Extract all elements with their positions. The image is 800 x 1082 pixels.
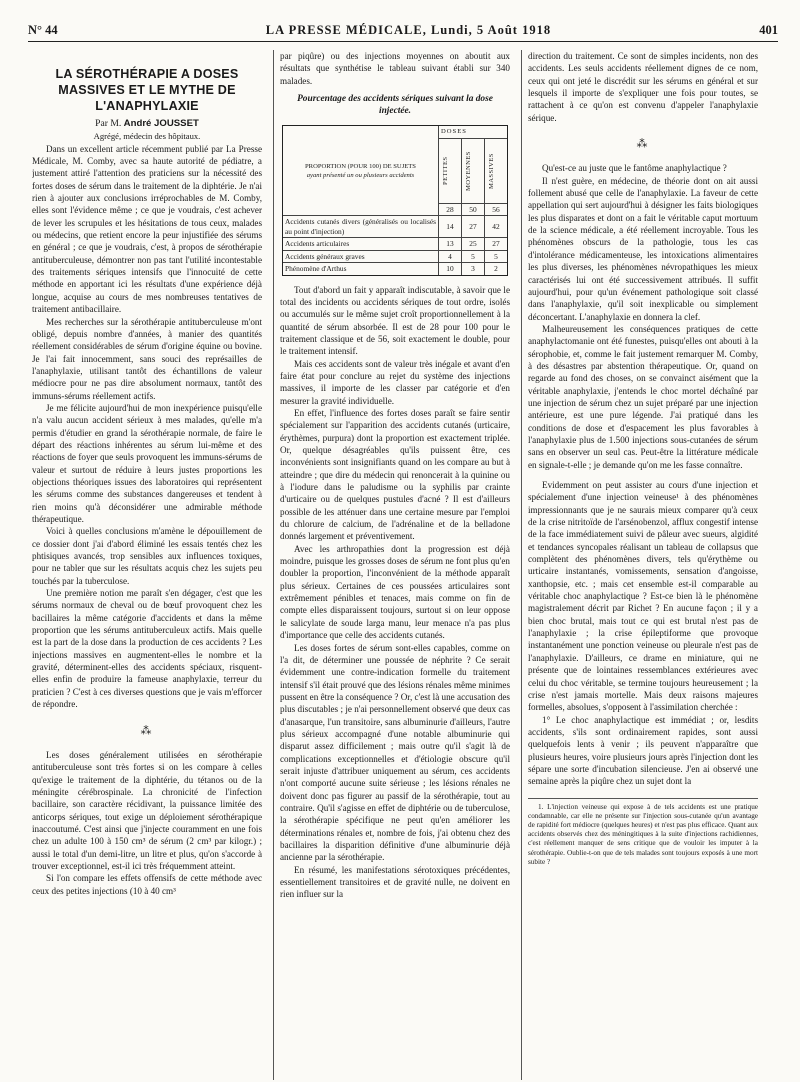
footnote-text: 1. L'injection veineuse qui expose à de tels accidents est une pratique condamnable, car elle ne présente sur l'injection sous-cutanée qu'un avantage de rapidité fort médiocre (quelques heures) et n'est pas plus efficace. Quant aux accidents observés chez des méningitiques à la suite d'injections rachidiennes, c'est réellement manquer de sens critique que de vouloir les imputer à la sérothérapie. Oublie-t-on que de tels malades sont toujours exposés à une mort subite ? [528,802,758,866]
row-header-line2: ayant présenté un ou plusieurs accidents [306,171,415,179]
table-cell: 27 [462,216,485,238]
table-row [283,216,508,238]
total-cell: 50 [462,203,485,216]
row-label: Accidents généraux graves [283,250,439,263]
paragraph: Il n'est guère, en médecine, de théorie dont on ait aussi follement abusé que celle de l'anaphylaxie. La faveur de cette appellation qui sert aujourd'hui à désigner les faits biologiques les plus disparates et dont on a fait le véritable caput mortuum de la science médicale, a été réellement incroyable. Tous les phénomènes obscurs de la pathologie, tous les cas d'intolérance médicamenteuse, les intoxications alimentaires les plus diverses, les phénomènes névropathiques les mieux caractérisés lui ont été successivement attribués. Il suffit aujourd'hui, pour qu'un événement pathologique soit classé dans l'anaphylaxie, qu'il soit inexplicable ou simplement déconcertant. L'anaphylaxie en donnera la clef. [528,175,758,322]
running-header [28,14,778,42]
table-row [283,238,508,251]
paragraph: En effet, l'influence des fortes doses paraît se faire sentir spécialement sur l'apparition des accidents cutanés (urticaire, érythèmes, purpura) dont la proportion est exactement triplée. Or, quelque désagréables qu'ils puissent être, ces inconvénients sont insignifiants quand on les compare au but à atteindre ; que dire du médecin qui renoncerait à la quinine ou à l'iodure dans le paludisme ou la syphilis par crainte d'urticaire ou de quelques pustules d'acné ? Il est d'ailleurs possible de les atténuer dans une certaine mesure par l'emploi du chlorure de calcium, de l'adrénaline et de la belladone donnés largement et préventivement. [280,407,510,542]
table-row [283,263,508,276]
table-cell: 10 [439,263,462,276]
page-number: 401 [759,23,778,37]
paragraph: Les doses généralement utilisées en sérothérapie antituberculeuse sont très fortes si on les compare à celles qu'exige le traitement de la diphtérie, du tétanos ou de la méningite cérébrospinale. La chronicité de l'infection bacillaire, son caractère récidivant, la puissance limitée des anticorps sériques, tout exige un déploiement sérothérapique inaccoutumé. C'est ainsi que j'injecte couramment en une fois chez un adulte 100 à 150 cm³ de sérum (2 cm³ par kilogr.) ; aussi le total d'un demi-litre, un litre et plus, qu'on s'accorde à trouver exceptionnel, est-il ici très fréquemment atteint. [32,749,262,871]
paragraph: Malheureusement les conséquences pratiques de cette anaphylactomanie ont été funestes, puisqu'elles ont abouti à la sérophobie, et, comme le fait justement remarquer M. Comby, à des désastres par abstention thérapeutique. Or, quand on regarde au fond des choses, on se convainct aisément que la véritable anaphylaxie, j'entends le choc mortel déchaîné par une injection de sérum chez un sujet préparé par une injection antérieure, est une pure légende. J'ai pratiqué dans les conditions de dose et d'espacement les plus favorables à l'anaphylaxie plus de 1.500 injections sous-cutanées de sérum sans en observer un seul cas. Peut-être la littérature médicale en signale-t-elle ; je demande qu'on me les fasse connaître. [528,323,758,470]
column-2 [280,50,510,1080]
table-cell: 5 [485,250,508,263]
row-label: Accidents cutanés divers (généralisés ou localisés au point d'injection) [283,216,439,238]
paragraph: Tout d'abord un fait y apparaît indiscutable, à savoir que le total des incidents ou accidents sériques de tout ordre, isolés ou accumulés sur le même sujet croît proportionnellement à la quantité de sérum absorbée. Il est de 28 pour 100 pour le traitement classique et de 56, soit exactement le double, pour le traitement intensif. [280,284,510,357]
row-label: Accidents articulaires [283,238,439,251]
table-cell: 3 [462,263,485,276]
section-separator: ⁂ [636,138,650,151]
row-label: Phénomène d'Arthus [283,263,439,276]
paragraph: Qu'est-ce au juste que le fantôme anaphylactique ? [542,163,727,174]
paragraph: Les doses fortes de sérum sont-elles capables, comme on l'a dit, de déterminer une poussée de néphrite ? Ce serait évidemment une contre-indication formelle du traitement intensif s'il était prouvé que des lésions rénales même minimes pussent en être la conséquence ? Or, c'est là une accusation des plus discutables ; je n'ai personnellement observé que deux cas d'anasarque, l'un transitoire, sans albuminurie d'ailleurs, l'autre plus sérieux accompagné d'une notable albuminurie qui disparut assez difficilement ; mais outre qu'il s'agit là de complications exceptionnelles et d'étiologie obscure qu'il serait injuste d'attribuer uniquement au sérum, ces accidents n'ont comporté aucune suite sérieuse ; les lésions rénales ne doivent donc pas figurer au passif de la sérothérapie, tout au contraire. Qu'il s'agisse en effet de diphtérie ou de tuberculose, la sérothérapie spécifique ne peut qu'en améliorer les déterminations rénales et, nombre de fois, j'ai obtenu chez des bacillaires la disparition définitive d'une albuminurie déjà ancienne par la sérothérapie. [280,642,510,863]
table-header-row [283,126,508,139]
column-1 [32,50,262,1080]
table-row [283,250,508,263]
column-rule-2 [521,50,522,1080]
article-author [32,118,262,130]
issue-number: N° 44 [28,23,58,37]
paragraph: En résumé, les manifestations sérotoxiques précédentes, essentiellement transitoires et de gravité nulle, ne doivent en rien influer sur la [280,864,510,900]
table-cell: 2 [485,263,508,276]
paragraph: Je me félicite aujourd'hui de mon inexpérience puisqu'elle n'a valu aucun accident sérieux à mes malades, qu'elle m'a permis d'étudier en grand la sérothérapie normale, de faire le départ des réactions inhérentes au sérum lui-même et des réactions de foyer que seuls provoquent les immuns-sérums de valeur et surtout de réduire à leurs justes proportions les objections théoriques issues des laboratoires qui représentent les sérums comme des substances dangereuses et tendent à rien moins qu'à déconsidérer une admirable méthode thérapeutique. [32,402,262,524]
total-cell: 56 [485,203,508,216]
table-cell: 4 [439,250,462,263]
paragraph: Une première notion me paraît s'en dégager, c'est que les sérums normaux de cheval ou de bœuf provoquent chez les bacillaires la même catégorie d'accidents et dans la même proportion que les sérums antituberculeux actifs. Mais quelle est la part de la dose dans la production de ces accidents ? Les injections massives en augmentent-elles le nombre et la gravité, déterminent-elles des accidents spéciaux, risquent-elles enfin de produire la fameuse anaphylaxie, terreur du praticien ? C'est à ces diverses questions que je vais m'efforcer de répondre. [32,588,262,710]
table-cell: 27 [485,238,508,251]
paragraph: Voici à quelles conclusions m'amène le dépouillement de ce dossier dont j'ai d'abord éliminé les essais tentés chez les phtisiques avancés, trop sensibles aux influences toxiques, pour ne tabler que sur les résultats acquis chez les sujets peu touchés par la tuberculose. [32,526,262,586]
paragraph: Evidemment on peut assister au cours d'une injection et spécialement d'une injection veineuse¹ à des phénomènes impressionnants que je ne saurais mieux comparer qu'à ceux de la crise nitritoïde de l'arsénobenzol, afflux congestif intense de la face immédiatement suivi de pâleur avec sueurs, algidité et tendances syncopales réalisant un tableau de collapsus que complètent des phénomènes divers, tels qu'érythème ou urticaire instantanés, vomissements, sensation d'angoisse, xanthopsie, etc. ; mais cet ensemble est-il comparable au véritable choc anaphylactique ? Est-ce bien là le phénomène magistralement décrit par Richet ? En aucune façon ; il y a bien choc brutal, mais tout ce qui est brutal n'est pas de l'anaphylaxie ; la crise épileptiforme que provoque instantanément une ponction veineuse ou pleurale n'est pas de l'anaphylaxie. D'ailleurs, ce drame en miniature, qui ne présente que de lointaines ressemblances extérieures avec celui du choc véritable, se termine toujours heureusement ; la crise n'est jamais mortelle. Mais deux raisons majeures formelles, absolues, s'opposent à l'assimilation cherchée : [528,480,758,713]
paragraph: 1° Le choc anaphylactique est immédiat ; or, lesdits accidents, s'ils sont ordinairement rapides, sont aussi quelquefois lents à venir ; ils peuvent n'apparaître que plusieurs heures, voire plusieurs jours après l'injection dont les sépare une sorte d'incubation silencieuse. J'en ai observé une semaine après la piqûre chez un sujet dont la [528,714,758,787]
doses-header: DOSES [439,126,508,139]
column-rule-1 [273,50,274,1080]
journal-title-date: LA PRESSE MÉDICALE, Lundi, 5 Août 1918 [265,23,552,37]
table-cell: 13 [439,238,462,251]
paragraph: par piqûre) ou des injections moyennes on aboutit aux résultats que synthétise le tableau suivant établi sur 340 malades. [280,51,510,86]
table-cell: 5 [462,250,485,263]
article-title: LA SÉROTHÉRAPIE A DOSES MASSIVES ET LE MYTHE DE L'ANAPHYLAXIE [55,67,239,113]
table-cell: 25 [462,238,485,251]
journal-page [18,14,788,1074]
author-prefix: Par M. [95,118,122,129]
paragraph: Mes recherches sur la sérothérapie antituberculeuse m'ont obligé, depuis nombre d'années, à manier des quantités réellement considérables de sérum d'origine équine ou bovine. Je l'ai fait innocemment, sans souci des représailles de l'anaphylaxie, utilisant tantôt des échantillons de valeur médiocre pour ne pas dire absolument normaux, tantôt des immuns-sérums réellement actifs. [32,316,262,401]
paragraph: Si l'on compare les effets offensifs de cette méthode avec ceux des petites injections (10 à 40 cm³ [32,873,262,896]
section-separator: ⁂ [140,724,154,737]
paragraph: Mais ces accidents sont de valeur très inégale et avant d'en faire état pour conclure au rejet du système des injections massives, il importe de les classer par catégorie et d'en mesurer la gravité individuelle. [280,358,510,406]
paragraph: Avec les arthropathies dont la progression est déjà moindre, puisque les grosses doses de sérum ne font plus qu'en doubler la proportion, l'inconvénient de la méthode apparaît plus sérieux. Certaines de ces poussées articulaires sont extrêmement pénibles et tenaces, mais comme on fin de compte elles disparaissent toujours, surtout si on leur oppose le salicylate de soude larga manu, leur menace n'a pas plus d'importance que celle des accidents cutanés. [280,543,510,641]
table-caption: Pourcentage des accidents sériques suivant la dose injectée. [297,94,493,117]
accidents-table [282,125,508,276]
col-header-petites: PETITES [442,156,449,185]
author-name: André JOUSSET [123,118,199,129]
col-header-moyennes: MOYENNES [465,150,472,191]
author-affiliation: Agrégé, médecin des hôpitaux. [93,131,201,142]
table-cell: 42 [485,216,508,238]
col-header-massives: MASSIVES [488,152,495,189]
row-header-line1: PROPORTION (POUR 100) DE SUJETS [305,162,416,170]
paragraph: direction du traitement. Ce sont de simples incidents, non des accidents. Les seuls accidents réellement dignes de ce nom, ceux qui ont jeté le discrédit sur les sérums en général et sur lesquels il importe de s'expliquer une fois pour toutes, se rattachent à ce qu'on est convenu d'appeler l'anaphylaxie sérique. [528,51,758,123]
column-3 [528,50,758,1080]
total-cell: 28 [439,203,462,216]
footnote [528,798,758,867]
paragraph: Dans un excellent article récemment publié par La Presse Médicale, M. Comby, avec sa haute autorité de pédiatre, a justement attiré l'attention des praticiens sur la nécessité des fortes doses de sérum dans le traitement de la diphtérie. Je n'ai rien à ajouter aux conclusions irréprochables de M. Comby, elles sont l'évidence même ; ce que je voudrais, c'est achever de lever les scrupules et les hésitations de tous ceux, malades ou médecins, que retient encore la peur injustifiée des sérums en général ; ce que je voudrais, c'est, à propos de sérothérapie antituberculeuse, démontrer non pas tant l'utilité incontestable des traitements sériques intensifs que l'innocuité de cette méthode en apportant ici les résultats d'une expérience déjà longue, acquise au cours de mes nombreuses tentatives de traitement antibacillaire. [32,143,262,315]
table-cell: 14 [439,216,462,238]
